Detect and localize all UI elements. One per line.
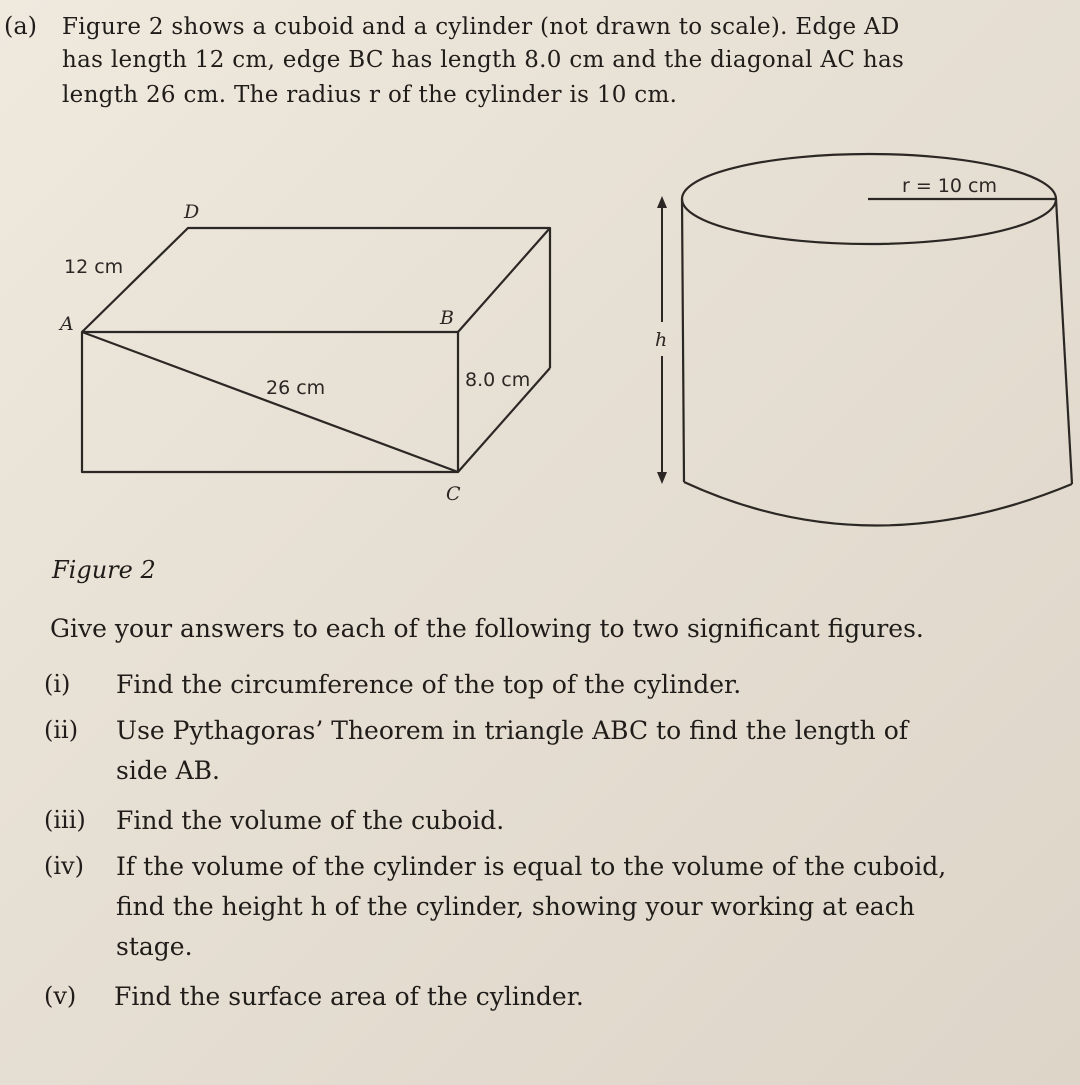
vertex-a-label: A: [60, 313, 74, 335]
vertex-b-label: B: [440, 307, 454, 329]
part-iv-number: (iv): [44, 852, 84, 880]
cuboid-diagram: [82, 228, 550, 472]
diagonal-ac-label: 26 cm: [266, 377, 326, 399]
part-i-text: Find the circumference of the top of the cylinder.: [116, 670, 742, 699]
vertex-c-label: C: [446, 483, 461, 505]
edge-bc-label: 8.0 cm: [465, 369, 531, 391]
vertex-d-label: D: [184, 201, 200, 223]
intro-line-2: has length 12 cm, edge BC has length 8.0 cm and the diagonal AC has: [62, 47, 905, 73]
part-v-text: Find the surface area of the cylinder.: [114, 982, 584, 1011]
intro-line-3: length 26 cm. The radius r of the cylinder is 10 cm.: [62, 82, 678, 108]
part-iii-number: (iii): [44, 806, 86, 834]
cylinder-diagram: [682, 154, 1072, 526]
height-h-label: h: [655, 329, 668, 351]
part-ii-number: (ii): [44, 716, 79, 744]
part-iv-text-3: stage.: [116, 932, 193, 961]
question-label: (a): [4, 12, 38, 40]
instructions: Give your answers to each of the following to two significant figures.: [50, 614, 924, 643]
cuboid-top-face: [82, 228, 550, 332]
part-iii-text: Find the volume of the cuboid.: [116, 806, 505, 835]
part-i-number: (i): [44, 670, 71, 698]
cylinder-bottom-arc: [684, 482, 1072, 526]
radius-label: r = 10 cm: [902, 175, 997, 197]
part-ii-text-1: Use Pythagoras’ Theorem in triangle ABC to find the length of: [116, 716, 908, 745]
part-v-number: (v): [44, 982, 77, 1010]
diagonal-ac: [82, 332, 458, 472]
part-iv-text-2: find the height h of the cylinder, showing your working at each: [116, 892, 915, 921]
intro-line-1: Figure 2 shows a cuboid and a cylinder (not drawn to scale). Edge AD: [62, 14, 900, 40]
cylinder-right-side: [1056, 199, 1072, 484]
part-iv-text-1: If the volume of the cylinder is equal to the volume of the cuboid,: [116, 852, 947, 881]
part-ii-text-2: side AB.: [116, 756, 220, 785]
cylinder-left-side: [682, 199, 684, 482]
edge-ad-label: 12 cm: [64, 256, 124, 278]
figure-caption: Figure 2: [52, 556, 156, 584]
